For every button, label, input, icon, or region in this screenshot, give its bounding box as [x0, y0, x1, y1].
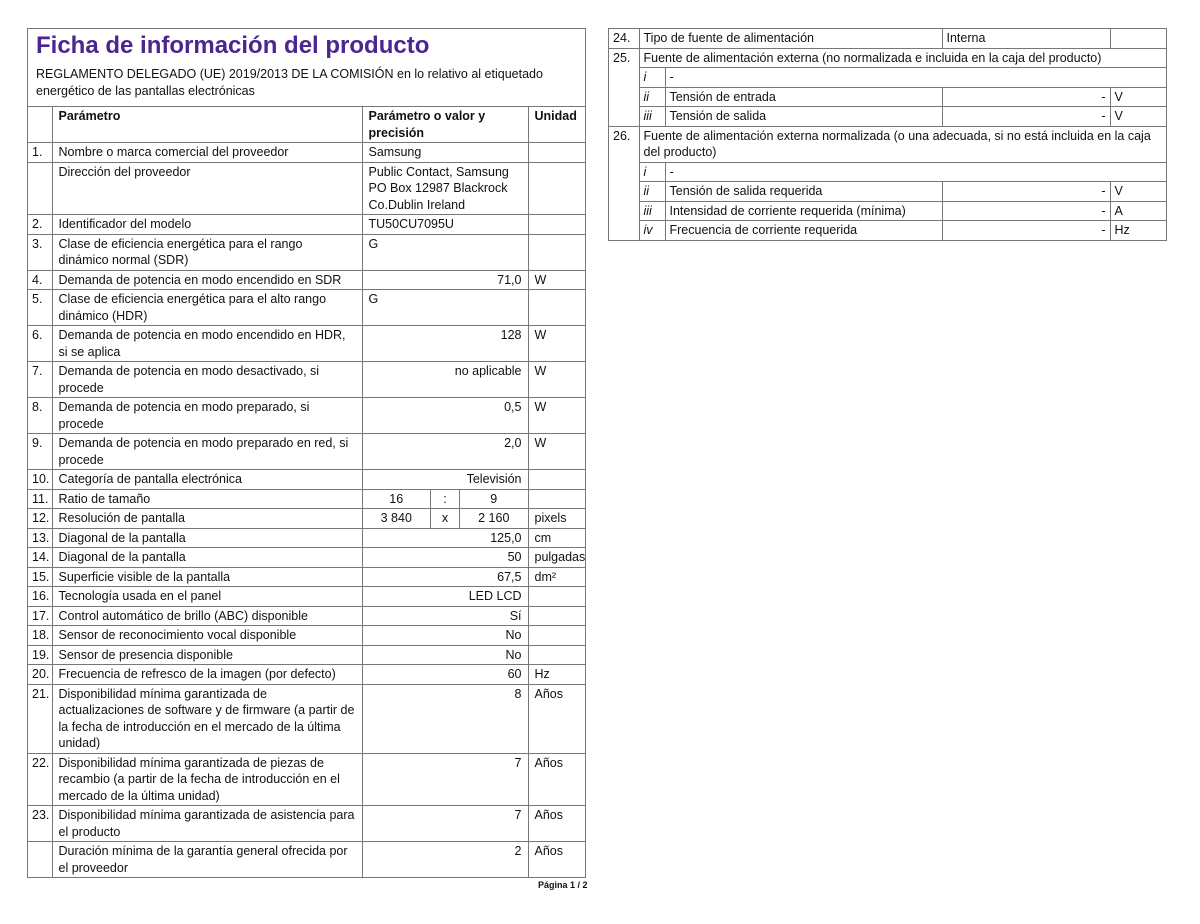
table-row	[28, 434, 585, 470]
sub-index: ii	[639, 87, 665, 107]
row-number	[28, 842, 52, 878]
row-value: no aplicable	[362, 362, 528, 398]
row-unit: W	[534, 436, 547, 450]
table-row	[28, 665, 585, 685]
sub-index: iii	[639, 201, 665, 221]
row-number: 10.	[28, 470, 52, 490]
row-parameter: Fuente de alimentación externa (no normalizada e incluida en la caja del producto)	[643, 50, 1102, 65]
row-unit: W	[534, 272, 547, 287]
row-parameter: Sensor de presencia disponible	[52, 645, 362, 665]
row-number: 15.	[28, 567, 52, 587]
row-number: 23.	[28, 806, 52, 842]
sub-row	[609, 221, 1166, 240]
row-parameter: Clase de eficiencia energética para el rango dinámico normal (SDR)	[52, 234, 362, 270]
row-parameter: Demanda de potencia en modo preparado en red, si procede	[52, 434, 362, 470]
row-parameter: Identificador del modelo	[52, 215, 362, 235]
row-number: 26.	[609, 126, 639, 240]
row-parameter: Demanda de potencia en modo encendido en SDR	[52, 270, 362, 290]
table-row	[28, 509, 585, 529]
row-value: G	[362, 234, 528, 270]
row-number: 20.	[28, 665, 52, 685]
row-unit: Hz	[534, 667, 550, 681]
row-unit: Años	[534, 686, 563, 701]
row-value-part: :	[431, 490, 460, 509]
table-row	[28, 362, 585, 398]
table-row	[28, 290, 585, 326]
header-param: Parámetro	[52, 107, 362, 143]
row-number: 11.	[28, 489, 52, 509]
sub-value: -	[942, 221, 1110, 240]
table-row	[609, 29, 1166, 48]
row-parameter: Sensor de reconocimiento vocal disponible	[52, 626, 362, 646]
sub-index: iv	[639, 221, 665, 240]
sub-value: -	[942, 182, 1110, 202]
sub-value: -	[942, 201, 1110, 221]
row-value: Sí	[362, 606, 528, 626]
row-unit	[528, 606, 585, 626]
power-supply-sheet	[608, 28, 1167, 241]
sub-row	[609, 107, 1166, 127]
row-unit	[528, 143, 585, 163]
table-row	[28, 143, 585, 163]
row-number: 6.	[28, 326, 52, 362]
row-value: 0,5	[362, 398, 528, 434]
row-number: 25.	[609, 48, 639, 126]
row-value-part: 2 160	[478, 511, 510, 525]
table-row	[28, 470, 585, 490]
row-value: No	[362, 626, 528, 646]
table-row	[28, 162, 585, 215]
row-unit: Años	[534, 844, 563, 858]
row-parameter: Fuente de alimentación externa normalizada (o una adecuada, si no está incluida en la caja del producto)	[643, 128, 1151, 159]
header-unit: Unidad	[534, 109, 577, 123]
row-parameter: Frecuencia de refresco de la imagen (por defecto)	[52, 665, 362, 685]
row-parameter: Nombre o marca comercial del proveedor	[52, 143, 362, 163]
row-parameter: Dirección del proveedor	[52, 162, 362, 215]
sub-index: i	[639, 162, 665, 182]
row-parameter: Demanda de potencia en modo preparado, si procede	[52, 398, 362, 434]
row-unit: cm	[534, 530, 552, 545]
sub-row	[609, 201, 1166, 221]
row-number: 24.	[609, 29, 639, 48]
sub-unit: A	[1114, 203, 1123, 218]
row-parameter: Tipo de fuente de alimentación	[639, 29, 942, 48]
row-number: 4.	[28, 270, 52, 290]
row-value: 125,0	[362, 528, 528, 548]
row-value: G	[362, 290, 528, 326]
row-value: 67,5	[362, 567, 528, 587]
row-number: 12.	[28, 509, 52, 529]
table-row	[28, 842, 585, 878]
row-number: 21.	[28, 684, 52, 753]
row-value: LED LCD	[362, 587, 528, 607]
row-unit	[528, 215, 585, 235]
sub-unit: V	[1114, 184, 1123, 198]
row-parameter: Diagonal de la pantalla	[52, 548, 362, 568]
row-number	[28, 162, 52, 215]
row-value: 8	[362, 684, 528, 753]
row-parameter: Superficie visible de la pantalla	[52, 567, 362, 587]
row-parameter: Demanda de potencia en modo desactivado, si procede	[52, 362, 362, 398]
row-unit	[528, 470, 585, 490]
row-value: Televisión	[362, 470, 528, 490]
row-value: 128	[362, 326, 528, 362]
regulation-subtitle: REGLAMENTO DELEGADO (UE) 2019/2013 DE LA COMISIÓN en lo relativo al etiquetado energético de las pantallas electrónicas	[28, 62, 585, 107]
sub-unit: Hz	[1114, 223, 1130, 237]
row-unit: pulgadas	[534, 550, 586, 564]
table-row	[609, 48, 1166, 68]
row-value: 7	[362, 806, 528, 842]
table-row	[28, 215, 585, 235]
row-parameter: Tecnología usada en el panel	[52, 587, 362, 607]
row-value: Interna	[942, 29, 1110, 48]
table-row	[28, 398, 585, 434]
table-row	[28, 528, 585, 548]
table-row	[28, 806, 585, 842]
sub-unit: V	[1114, 89, 1123, 104]
row-unit: dm²	[534, 569, 557, 584]
row-parameter: Control automático de brillo (ABC) disponible	[52, 606, 362, 626]
row-parameter: Categoría de pantalla electrónica	[52, 470, 362, 490]
table-row	[28, 234, 585, 270]
product-info-sheet	[27, 28, 586, 878]
row-unit	[528, 587, 585, 607]
row-parameter: Clase de eficiencia energética para el alto rango dinámico (HDR)	[52, 290, 362, 326]
row-number: 2.	[28, 215, 52, 235]
row-unit: Años	[534, 808, 563, 822]
header-value: Parámetro o valor y precisión	[362, 107, 528, 143]
sub-parameter: -	[669, 164, 674, 179]
table-row	[28, 326, 585, 362]
sub-parameter: Tensión de entrada	[665, 87, 942, 107]
row-parameter: Duración mínima de la garantía general ofrecida por el proveedor	[52, 842, 362, 878]
row-unit	[528, 645, 585, 665]
row-number: 17.	[28, 606, 52, 626]
row-value: Public Contact, Samsung PO Box 12987 Blackrock Co.Dublin Ireland	[362, 162, 528, 215]
row-unit: W	[534, 400, 547, 414]
row-value	[362, 509, 528, 529]
row-value-part: 16	[363, 490, 432, 509]
table-row	[28, 567, 585, 587]
row-number: 7.	[28, 362, 52, 398]
row-number: 13.	[28, 528, 52, 548]
row-parameter: Disponibilidad mínima garantizada de asistencia para el producto	[52, 806, 362, 842]
row-unit: Años	[534, 755, 563, 770]
row-value: 7	[362, 753, 528, 806]
row-unit: pixels	[534, 511, 567, 525]
row-number: 3.	[28, 234, 52, 270]
row-unit	[528, 290, 585, 326]
row-number: 16.	[28, 587, 52, 607]
row-unit: W	[534, 364, 547, 378]
power-supply-table	[609, 29, 1166, 240]
row-parameter: Demanda de potencia en modo encendido en HDR, si se aplica	[52, 326, 362, 362]
row-number: 19.	[28, 645, 52, 665]
row-parameter: Ratio de tamaño	[52, 489, 362, 509]
row-number: 5.	[28, 290, 52, 326]
page-title: Ficha de información del producto	[36, 32, 430, 59]
row-value: TU50CU7095U	[362, 215, 528, 235]
sub-parameter: Frecuencia de corriente requerida	[665, 221, 942, 240]
table-row	[28, 645, 585, 665]
row-value: Samsung	[362, 143, 528, 163]
row-number: 14.	[28, 548, 52, 568]
row-value: 71,0	[362, 270, 528, 290]
sub-parameter: Tensión de salida requerida	[665, 182, 942, 202]
row-value: 2,0	[362, 434, 528, 470]
row-number: 8.	[28, 398, 52, 434]
row-unit	[528, 626, 585, 646]
main-parameter-table	[28, 107, 585, 877]
row-unit: W	[534, 328, 547, 342]
table-row	[28, 548, 585, 568]
row-value: 50	[362, 548, 528, 568]
sub-unit: V	[1114, 109, 1123, 123]
sub-row	[609, 162, 1166, 182]
row-parameter: Disponibilidad mínima garantizada de piezas de recambio (a partir de la fecha de introducción en el mercado de la última unidad)	[52, 753, 362, 806]
table-row	[28, 587, 585, 607]
sub-index: ii	[639, 182, 665, 202]
sub-parameter: -	[669, 70, 674, 84]
sub-parameter: Intensidad de corriente requerida (mínima)	[665, 201, 942, 221]
table-row	[28, 606, 585, 626]
sub-index: iii	[639, 107, 665, 127]
sub-index: i	[639, 68, 665, 88]
table-row	[28, 626, 585, 646]
row-unit	[528, 234, 585, 270]
table-row	[609, 126, 1166, 162]
table-row	[28, 684, 585, 753]
row-value: No	[362, 645, 528, 665]
row-value-part: x	[431, 509, 460, 528]
row-unit	[528, 489, 585, 509]
table-row	[28, 270, 585, 290]
sub-row	[609, 68, 1166, 88]
row-value: 60	[362, 665, 528, 685]
row-parameter: Resolución de pantalla	[52, 509, 362, 529]
table-row	[28, 753, 585, 806]
row-value: 2	[362, 842, 528, 878]
sub-parameter: Tensión de salida	[665, 107, 942, 127]
table-row	[28, 489, 585, 509]
row-parameter: Diagonal de la pantalla	[52, 528, 362, 548]
page-footer: Página 1 / 2	[538, 880, 588, 890]
row-value-part: 9	[490, 491, 498, 506]
row-parameter: Disponibilidad mínima garantizada de actualizaciones de software y de firmware (a partir de la fecha de introducción en el mercado de la última unidad)	[52, 684, 362, 753]
sub-row	[609, 87, 1166, 107]
row-number: 18.	[28, 626, 52, 646]
row-unit	[1110, 29, 1166, 48]
row-unit	[528, 162, 585, 215]
sub-row	[609, 182, 1166, 202]
header-num	[28, 107, 52, 143]
sub-value: -	[942, 107, 1110, 127]
row-number: 1.	[28, 143, 52, 163]
row-value-part: 3 840	[363, 509, 432, 528]
row-number: 22.	[28, 753, 52, 806]
sub-value: -	[942, 87, 1110, 107]
row-value	[362, 489, 528, 509]
row-number: 9.	[28, 434, 52, 470]
